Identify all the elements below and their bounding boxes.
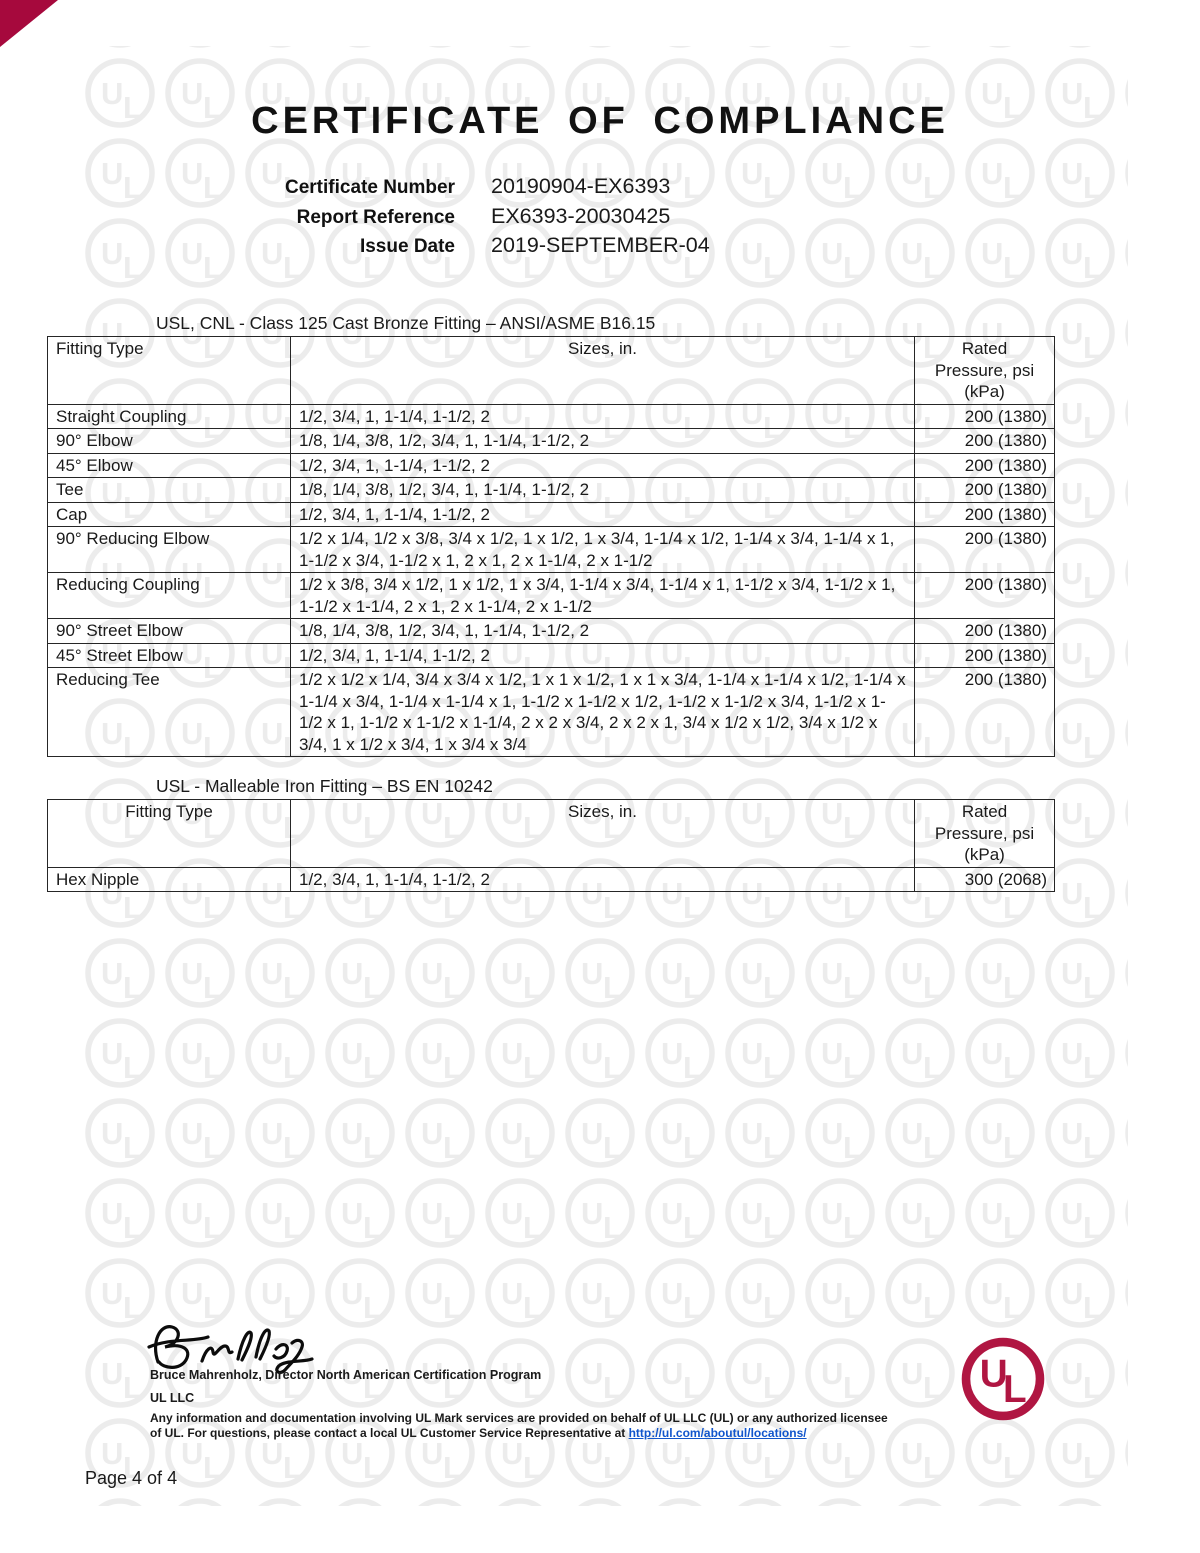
table-row xyxy=(48,478,1055,503)
report-reference-value: EX6393-20030425 xyxy=(491,203,671,228)
page-title: CERTIFICATE OF COMPLIANCE xyxy=(251,100,949,142)
signer-name: Bruce Mahrenholz, Director North American Certification Program xyxy=(150,1368,542,1382)
pressure-cell: 200 (1380) xyxy=(915,429,1055,454)
report-reference-label: Report Reference xyxy=(296,206,455,228)
iron-table-caption: USL - Malleable Iron Fitting – BS EN 10242 xyxy=(156,776,493,796)
table-row xyxy=(48,453,1055,478)
fitting-type-cell: 45° Street Elbow xyxy=(48,643,291,668)
signature xyxy=(146,1318,326,1374)
legal-link[interactable]: http://ul.com/aboutul/locations/ xyxy=(628,1425,807,1440)
table-header-row xyxy=(48,800,1055,868)
fitting-type-cell: 90° Elbow xyxy=(48,429,291,454)
corner-fold-triangle xyxy=(0,0,58,47)
table-row xyxy=(48,668,1055,757)
fitting-type-header: Fitting Type xyxy=(48,337,291,405)
sizes-cell: 1/2, 3/4, 1, 1-1/4, 1-1/2, 2 xyxy=(291,502,915,527)
certificate-number-value: 20190904-EX6393 xyxy=(491,174,671,198)
company-name: UL LLC xyxy=(150,1391,195,1405)
issue-date-value: 2019-SEPTEMBER-04 xyxy=(491,233,710,257)
pressure-cell: 200 (1380) xyxy=(915,527,1055,573)
iron-fitting-table xyxy=(47,799,1055,892)
fitting-type-cell: Cap xyxy=(48,502,291,527)
ul-logo-l-letter: L xyxy=(1003,1368,1027,1412)
certificate-meta xyxy=(0,174,1200,263)
certificate-number-label: Certificate Number xyxy=(285,177,455,198)
page-number: Page 4 of 4 xyxy=(85,1468,178,1488)
issue-date-label: Issue Date xyxy=(359,236,455,257)
legal-text-body: Any information and documentation involving UL Mark services are provided on behalf of UL LLC (UL) or any authorized licensee of UL. For questions, please contact a local UL Customer Service Representative at xyxy=(150,1411,888,1440)
sizes-cell: 1/2, 3/4, 1, 1-1/4, 1-1/2, 2 xyxy=(291,404,915,429)
sizes-cell: 1/2 x 1/2 x 1/4, 3/4 x 3/4 x 1/2, 1 x 1 x 1/2, 1 x 1 x 3/4, 1-1/4 x 1-1/4 x 1/2, 1-1/4 x 1-1/4 x 3/4, 1-1/4 x 1-1/4 x 1, 1-1/2 x 1-1/2 x 1/2, 1-1/2 x 1-1/2 x 3/4, 1-1/2 x 1-1/2 x 1, 1-1/2 x 1-1/2 x 1-1/4, 2 x 2 x 3/4, 2 x 2 x 1, 3/4 x 1/2 x 1/2, 3/4 x 1/2 x 3/4, 1 x 1/2 x 3/4, 1 x 3/4 x 3/4 xyxy=(291,668,915,757)
pressure-cell: 200 (1380) xyxy=(915,573,1055,619)
table-row xyxy=(48,867,1055,892)
ul-logo-icon xyxy=(960,1336,1046,1422)
pressure-cell: 200 (1380) xyxy=(915,502,1055,527)
fitting-type-cell: 45° Elbow xyxy=(48,453,291,478)
legal-text xyxy=(150,1411,902,1440)
sizes-cell: 1/8, 1/4, 3/8, 1/2, 3/4, 1, 1-1/4, 1-1/2, 2 xyxy=(291,478,915,503)
rated-pressure-header: Rated Pressure, psi (kPa) xyxy=(915,337,1055,405)
sizes-header: Sizes, in. xyxy=(291,800,915,868)
sizes-cell: 1/2 x 3/8, 3/4 x 1/2, 1 x 1/2, 1 x 3/4, 1-1/4 x 3/4, 1-1/4 x 1, 1-1/2 x 3/4, 1-1/2 x 1, 1-1/2 x 1-1/4, 2 x 1, 2 x 1-1/4, 2 x 1-1/2 xyxy=(291,573,915,619)
sizes-cell: 1/8, 1/4, 3/8, 1/2, 3/4, 1, 1-1/4, 1-1/2, 2 xyxy=(291,619,915,644)
table-row xyxy=(48,429,1055,454)
table-row xyxy=(48,502,1055,527)
meta-row xyxy=(0,204,1200,234)
pressure-cell: 200 (1380) xyxy=(915,668,1055,757)
sizes-cell: 1/8, 1/4, 3/8, 1/2, 3/4, 1, 1-1/4, 1-1/2, 2 xyxy=(291,429,915,454)
table-row xyxy=(48,643,1055,668)
pressure-cell: 200 (1380) xyxy=(915,619,1055,644)
meta-row xyxy=(0,174,1200,204)
pressure-cell: 200 (1380) xyxy=(915,404,1055,429)
fitting-type-cell: Reducing Coupling xyxy=(48,573,291,619)
fitting-type-header: Fitting Type xyxy=(48,800,291,868)
pressure-cell: 200 (1380) xyxy=(915,453,1055,478)
table-row xyxy=(48,619,1055,644)
table-row xyxy=(48,404,1055,429)
fitting-type-cell: Straight Coupling xyxy=(48,404,291,429)
pressure-cell: 200 (1380) xyxy=(915,643,1055,668)
table-header-row xyxy=(48,337,1055,405)
pressure-cell: 300 (2068) xyxy=(915,867,1055,892)
sizes-cell: 1/2, 3/4, 1, 1-1/4, 1-1/2, 2 xyxy=(291,453,915,478)
fitting-type-cell: Hex Nipple xyxy=(48,867,291,892)
bronze-table-caption: USL, CNL - Class 125 Cast Bronze Fitting – ANSI/ASME B16.15 xyxy=(156,313,656,333)
table-row xyxy=(48,573,1055,619)
sizes-cell: 1/2 x 1/4, 1/2 x 3/8, 3/4 x 1/2, 1 x 1/2, 1 x 3/4, 1-1/4 x 1/2, 1-1/4 x 3/4, 1-1/4 x 1, 1-1/2 x 3/4, 1-1/2 x 1, 2 x 1, 2 x 1-1/4, 2 x 1-1/2 xyxy=(291,527,915,573)
table-row xyxy=(48,527,1055,573)
sizes-cell: 1/2, 3/4, 1, 1-1/4, 1-1/2, 2 xyxy=(291,867,915,892)
sizes-cell: 1/2, 3/4, 1, 1-1/4, 1-1/2, 2 xyxy=(291,643,915,668)
sizes-header: Sizes, in. xyxy=(291,337,915,405)
fitting-type-cell: 90° Reducing Elbow xyxy=(48,527,291,573)
rated-pressure-header: Rated Pressure, psi (kPa) xyxy=(915,800,1055,868)
bronze-fitting-table xyxy=(47,336,1055,757)
meta-row xyxy=(0,233,1200,263)
fitting-type-cell: 90° Street Elbow xyxy=(48,619,291,644)
ul-logo-u-letter: U xyxy=(979,1352,1008,1396)
fitting-type-cell: Tee xyxy=(48,478,291,503)
pressure-cell: 200 (1380) xyxy=(915,478,1055,503)
fitting-type-cell: Reducing Tee xyxy=(48,668,291,757)
